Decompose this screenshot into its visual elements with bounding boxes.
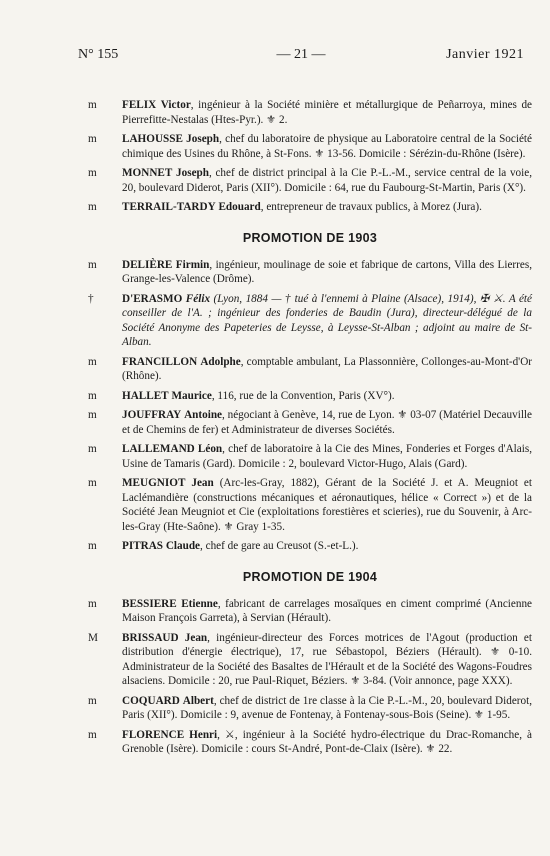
member-firstname: Joseph bbox=[186, 133, 220, 145]
directory-list bbox=[88, 98, 532, 762]
page-date: Janvier 1921 bbox=[446, 47, 524, 62]
member-entry bbox=[88, 539, 532, 554]
member-details: , chef de district principal à la Cie P.-L.-M., service central de la voie, 20, boulevard Diderot, Paris (XII°). Domicile : 64, rue du Faubourg-St-Martin, Paris (X°). bbox=[122, 167, 533, 194]
member-details: (Lyon, 1884 — † tué à l'ennemi à Plaine (Alsace), 1914), ✠ ⚔. A été conseiller de l'A. ; ingénieur des fonderies de Baudin (Jura), directeur-délégué de la Société Anonyme des Papeteries de Leysse, à Leysse-St-Alban ; adjoint au maire de St-Alban. bbox=[122, 292, 533, 348]
member-surname: COQUARD bbox=[122, 694, 180, 707]
member-surname: TERRAIL-TARDY bbox=[122, 201, 216, 213]
member-firstname: Léon bbox=[197, 443, 223, 455]
member-firstname: Jean bbox=[184, 631, 208, 644]
member-firstname: Adolphe bbox=[200, 355, 241, 368]
member-surname: MONNET bbox=[122, 167, 173, 179]
member-details: , comptable ambulant, La Plassonnière, Collonges-au-Mont-d'Or (Rhône). bbox=[122, 355, 533, 382]
member-details: , chef de gare au Creusot (S.-et-L.). bbox=[200, 540, 359, 552]
member-details: , 116, rue de la Convention, Paris (XV°). bbox=[211, 389, 395, 402]
member-surname: DELIÈRE bbox=[122, 258, 173, 271]
member-details: , entrepreneur de travaux publics, à Morez (Jura). bbox=[260, 201, 482, 213]
member-firstname: Albert bbox=[182, 694, 214, 707]
entry-mark: m bbox=[88, 355, 97, 368]
member-details: , ⚔, ingénieur à la Société hydro-électrique du Drac-Romanche, à Grenoble (Isère). Domicile : cours St-André, Pont-de-Claix (Isère). ⚜ 22. bbox=[122, 728, 532, 755]
member-firstname: Edouard bbox=[218, 201, 261, 213]
member-entry bbox=[88, 98, 532, 127]
member-surname: BRISSAUD bbox=[122, 631, 179, 644]
member-surname: MEUGNIOT bbox=[122, 477, 186, 489]
entry-mark: m bbox=[88, 477, 97, 489]
entry-mark: m bbox=[88, 694, 97, 707]
member-surname: BESSIERE bbox=[122, 597, 177, 610]
member-entry bbox=[88, 258, 532, 287]
member-entry bbox=[88, 132, 532, 161]
member-firstname: Claude bbox=[165, 540, 201, 552]
entry-mark: m bbox=[88, 597, 97, 610]
member-firstname: Firmin bbox=[175, 258, 210, 271]
member-firstname: Etienne bbox=[181, 597, 218, 610]
member-firstname: Antoine bbox=[184, 409, 223, 421]
entry-mark: m bbox=[88, 409, 97, 421]
member-entry bbox=[88, 631, 532, 689]
entry-mark: m bbox=[88, 201, 97, 213]
member-entry bbox=[88, 389, 532, 404]
member-details: , ingénieur à la Société minière et métallurgique de Peñarroya, mines de Pierrefitte-Nestalas (Htes-Pyr.). ⚜ 2. bbox=[122, 99, 533, 126]
member-surname: PITRAS bbox=[122, 540, 164, 552]
member-surname: LAHOUSSE bbox=[122, 133, 183, 145]
entry-mark: m bbox=[88, 389, 97, 402]
page-folio: — 21 — bbox=[276, 47, 326, 62]
member-surname: HALLET bbox=[122, 389, 169, 402]
member-entry bbox=[88, 728, 532, 757]
entry-mark: m bbox=[88, 258, 97, 271]
member-details: , ingénieur, moulinage de soie et fabrique de cartons, Villa des Lierres, Grange-les-Valence (Drôme). bbox=[122, 258, 533, 285]
entry-mark: m bbox=[88, 443, 97, 455]
member-surname: LALLEMAND bbox=[122, 443, 195, 455]
member-firstname: Victor bbox=[160, 99, 191, 111]
member-entry bbox=[88, 355, 532, 384]
member-firstname: Félix bbox=[185, 292, 211, 305]
member-entry bbox=[88, 442, 532, 471]
promotion-heading: PROMOTION DE 1904 bbox=[242, 569, 378, 584]
member-entry bbox=[88, 408, 532, 437]
member-entry bbox=[88, 694, 532, 723]
member-entry bbox=[88, 597, 532, 626]
member-entry bbox=[88, 166, 532, 195]
member-details: , chef de laboratoire à la Cie des Mines, Fonderies et Forges d'Alais, Usine de Tamaris (Gard). Domicile : 2, boulevard Victor-Hugo, Alais (Gard). bbox=[122, 443, 532, 470]
entry-mark: m bbox=[88, 167, 97, 179]
entry-mark: m bbox=[88, 728, 97, 741]
member-details: , négociant à Genève, 14, rue de Lyon. ⚜ 03-07 (Matériel Decauville et de Chemins de fer) et Administrateur de diverses Sociétés. bbox=[122, 409, 533, 436]
member-surname: JOUFFRAY bbox=[122, 409, 182, 421]
member-details: , fabricant de carrelages mosaïques en ciment comprimé (Ancienne Maison François Garreta), à Servian (Hérault). bbox=[122, 597, 533, 624]
member-entry bbox=[88, 476, 532, 534]
entry-mark: m bbox=[88, 99, 97, 111]
obituary-entry bbox=[88, 292, 532, 350]
member-surname: FLORENCE bbox=[122, 728, 185, 741]
member-surname: FELIX bbox=[122, 99, 157, 111]
member-details: , ingénieur-directeur des Forces motrices de l'Agout (production et distribution d'énergie électrique), 17, rue Sébastopol, Béziers (Hérault). ⚜ 0-10. Administrateur de la Société des Basaltes de l'Hérault et de la Société des Wagons-Foudres alsaciens. Domicile : 20, rue Paul-Riquet, Béziers. ⚜ 3-84. (Voir annonce, page XXX). bbox=[122, 631, 533, 687]
entry-mark: † bbox=[88, 292, 94, 305]
member-firstname: Joseph bbox=[176, 167, 209, 179]
member-surname: D'ERASMO bbox=[122, 292, 183, 305]
entry-mark: M bbox=[88, 631, 98, 644]
page-number: N° 155 bbox=[78, 47, 119, 62]
member-surname: FRANCILLON bbox=[122, 355, 198, 368]
member-firstname: Maurice bbox=[171, 389, 212, 402]
page-header bbox=[78, 47, 524, 67]
member-firstname: Henri bbox=[189, 728, 218, 741]
member-details: (Arc-les-Gray, 1882), Gérant de la Société J. et A. Meugniot et Laclémandière (constructions mécaniques et aéronautiques, hélice « Correct ») et de la Société Jean Meugniot et Cie (exploitations forestières et scieries), rue du Souvenir, à Arc-les-Gray (Hte-Saône). ⚜ Gray 1-35. bbox=[122, 477, 532, 533]
member-entry bbox=[88, 200, 532, 215]
entry-mark: m bbox=[88, 133, 97, 145]
promotion-heading: PROMOTION DE 1903 bbox=[242, 230, 378, 245]
member-firstname: Jean bbox=[191, 477, 214, 489]
member-details: , chef du laboratoire de physique au Laboratoire central de la Société chimique des Usines du Rhône, à St-Fons. ⚜ 13-56. Domicile : Sérézin-du-Rhône (Isère). bbox=[122, 133, 532, 160]
entry-mark: m bbox=[88, 540, 97, 552]
member-details: , chef de district de 1re classe à la Cie P.-L.-M., 20, boulevard Diderot, Paris (XII°). Domicile : 9, avenue de Fontenay, à Fontenay-sous-Bois (Seine). ⚜ 1-95. bbox=[122, 694, 533, 721]
